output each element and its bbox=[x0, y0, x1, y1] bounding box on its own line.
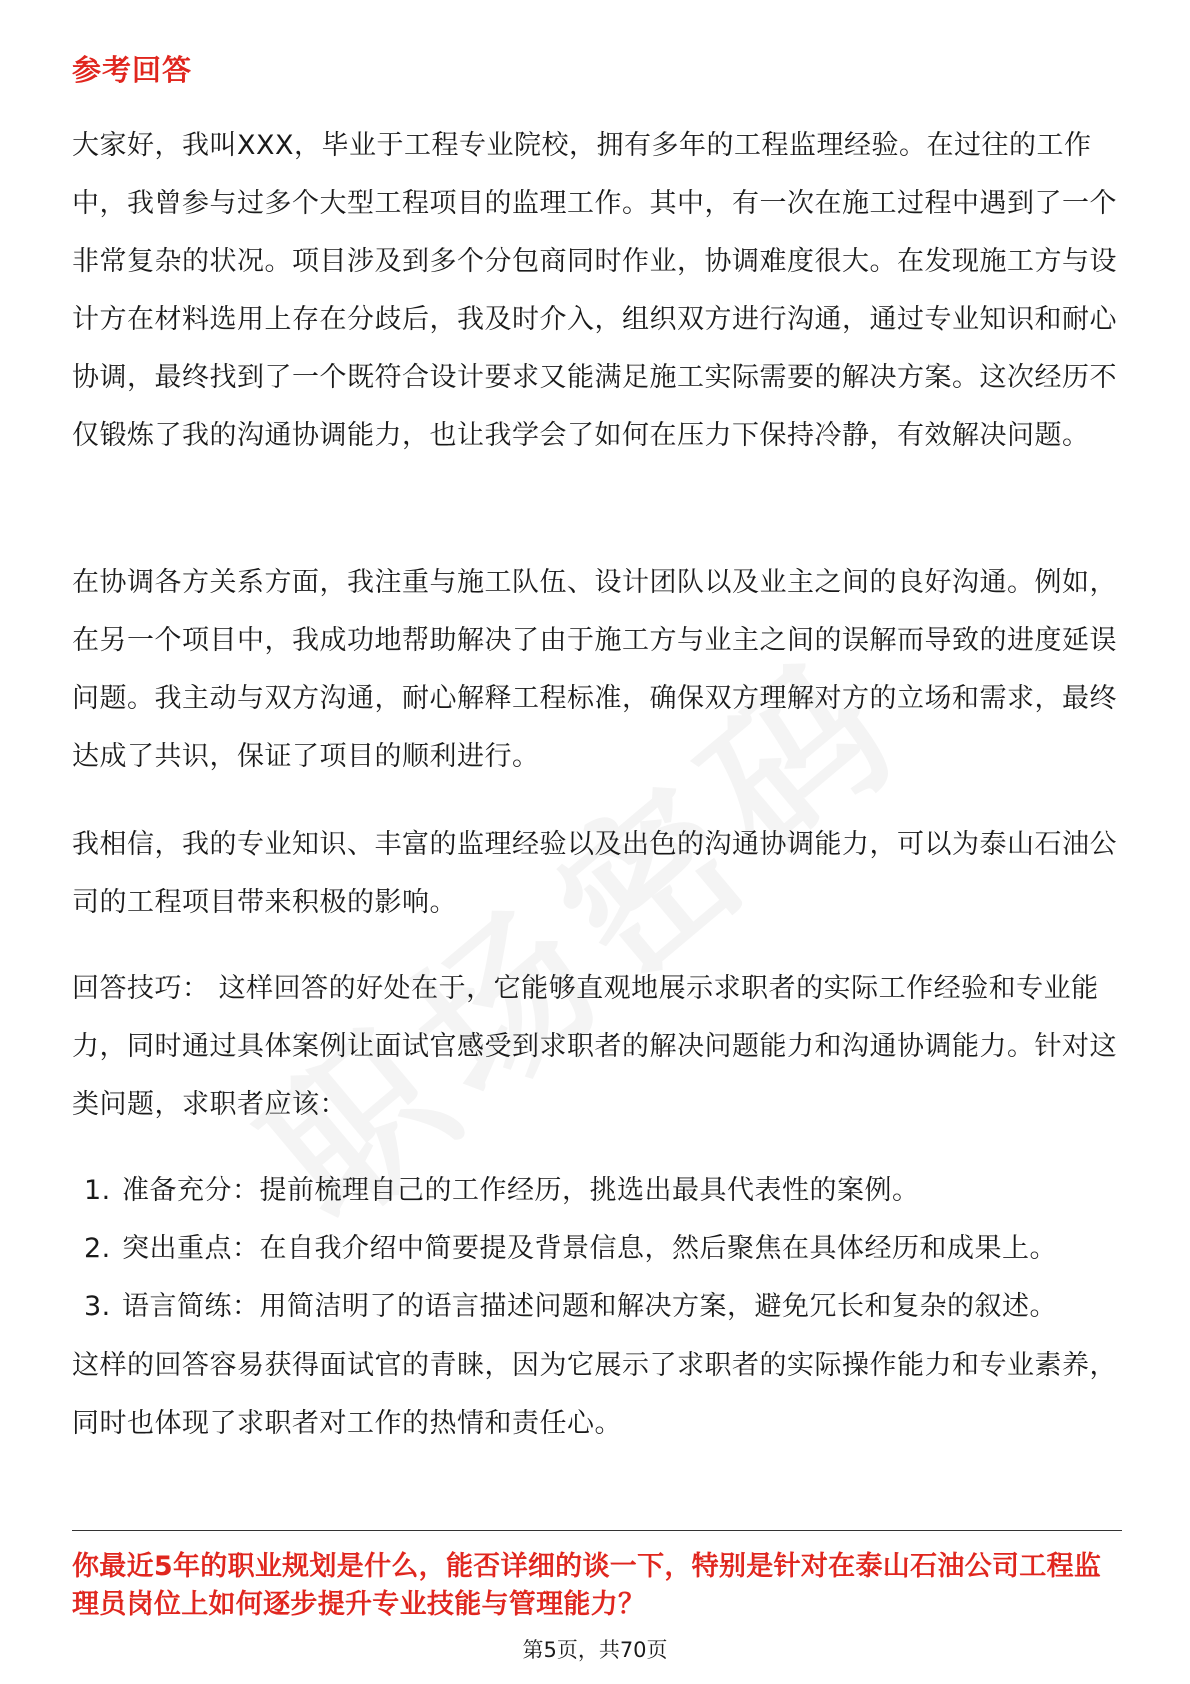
list-item-text: 语言简练：用简洁明了的语言描述问题和解决方案，避免冗长和复杂的叙述。 bbox=[122, 1291, 1057, 1322]
list-item bbox=[84, 1220, 1124, 1278]
divider bbox=[72, 1530, 1122, 1531]
answer-paragraph-2: 在协调各方关系方面，我注重与施工队伍、设计团队以及业主之间的良好沟通。例如，在另一个项目中，我成功地帮助解决了由于施工方与业主之间的误解而导致的进度延误问题。我主动与双方沟通，耐心解释工程标准，确保双方理解对方的立场和需求，最终达成了共识，保证了项目的顺利进行。 bbox=[72, 567, 1117, 772]
section-title: 参考回答 bbox=[72, 53, 193, 87]
closing-paragraph: 这样的回答容易获得面试官的青睐，因为它展示了求职者的实际操作能力和专业素养，同时也体现了求职者对工作的热情和责任心。 bbox=[72, 1350, 1117, 1439]
page-number: 第5页，共70页 bbox=[522, 1638, 668, 1662]
answer-tips-intro: 回答技巧： 这样回答的好处在于，它能够直观地展示求职者的实际工作经验和专业能力，同时通过具体案例让面试官感受到求职者的解决问题能力和沟通协调能力。针对这类问题，求职者应该： bbox=[72, 973, 1117, 1120]
list-item-text: 突出重点：在自我介绍中简要提及背景信息，然后聚焦在具体经历和成果上。 bbox=[122, 1233, 1057, 1264]
document-page bbox=[72, 0, 1122, 1684]
tips-list bbox=[84, 1162, 1124, 1336]
list-number: 2. bbox=[84, 1233, 111, 1264]
list-item bbox=[84, 1162, 1124, 1220]
list-item bbox=[84, 1278, 1124, 1336]
answer-paragraph-1: 大家好，我叫XXX，毕业于工程专业院校，拥有多年的工程监理经验。在过往的工作中，我曾参与过多个大型工程项目的监理工作。其中，有一次在施工过程中遇到了一个非常复杂的状况。项目涉及到多个分包商同时作业，协调难度很大。在发现施工方与设计方在材料选用上存在分歧后，我及时介入，组织双方进行沟通，通过专业知识和耐心协调，最终找到了一个既符合设计要求又能满足施工实际需要的解决方案。这次经历不仅锻炼了我的沟通协调能力，也让我学会了如何在压力下保持冷静，有效解决问题。 bbox=[72, 130, 1117, 451]
list-number: 1. bbox=[84, 1175, 111, 1206]
answer-paragraph-3: 我相信，我的专业知识、丰富的监理经验以及出色的沟通协调能力，可以为泰山石油公司的工程项目带来积极的影响。 bbox=[72, 829, 1117, 918]
list-item-text: 准备充分：提前梳理自己的工作经历，挑选出最具代表性的案例。 bbox=[122, 1175, 920, 1206]
list-number: 3. bbox=[84, 1291, 111, 1322]
next-question-heading: 你最近5年的职业规划是什么，能否详细的谈一下，特别是针对在泰山石油公司工程监理员岗位上如何逐步提升专业技能与管理能力？ bbox=[72, 1551, 1102, 1620]
